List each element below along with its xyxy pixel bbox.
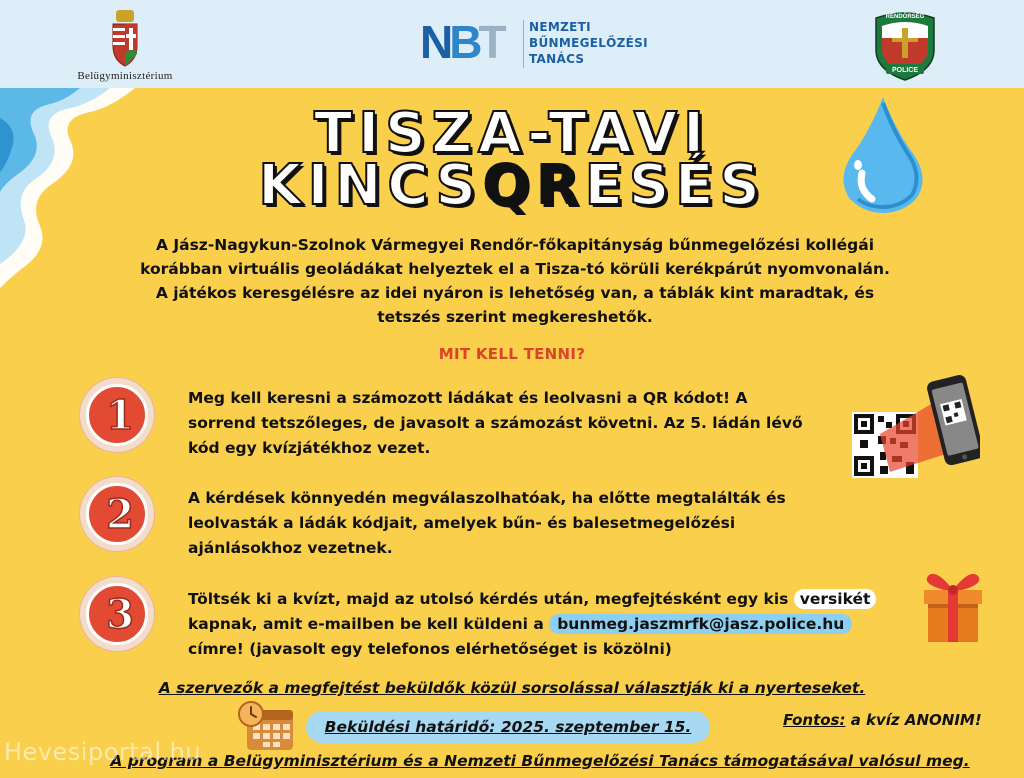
deadline-pill <box>306 711 710 743</box>
support-note: A program a Belügyminisztérium és a Nemzeti Bűnmegelőzési Tanács támogatásával valósul meg. <box>110 752 970 770</box>
nbt-line-3: TANÁCS <box>529 52 585 66</box>
organisers-note: A szervezők a megfejtést beküldők közül sorsolással választják ki a nyerteseket. <box>158 679 866 697</box>
calendar-clock-icon <box>237 700 297 752</box>
page-title <box>0 101 1024 218</box>
title-kincs: KINCS <box>258 153 482 218</box>
ministry-logo <box>60 8 190 84</box>
ministry-name: Belügyminisztérium <box>77 70 173 82</box>
nbt-logo <box>420 14 660 74</box>
step-3-text <box>188 587 908 662</box>
step-3-line-1-text: Töltsék ki a kvízt, majd az utolsó kérdés után, megfejtésként egy kis <box>188 590 794 608</box>
step-1-text <box>188 386 838 461</box>
important-label: Fontos: <box>783 711 846 729</box>
intro-line-4: tetszés szerint megkereshetők. <box>377 308 653 326</box>
step-3-badge <box>80 577 154 651</box>
step-1-number: 1 <box>106 392 134 439</box>
step-1-line-1: Meg kell keresni a számozott ládákat és leolvasni a QR kódot! A <box>188 389 748 407</box>
svg-text:POLICE: POLICE <box>891 67 919 74</box>
nbt-logo-mark: NBT <box>420 16 503 68</box>
qr-code-phone-icon <box>850 372 980 482</box>
intro-paragraph <box>115 233 915 329</box>
what-to-do-heading: MIT KELL TENNI? <box>438 345 586 363</box>
step-1-line-3: kód egy kvízjátékhoz vezet. <box>188 439 431 457</box>
gift-box-icon <box>918 568 988 644</box>
step-2-number: 2 <box>106 491 134 538</box>
nbt-divider <box>523 20 524 68</box>
title-eses: ESÉS <box>584 153 766 218</box>
nbt-line-1: NEMZETI <box>529 20 591 34</box>
step-3-number: 3 <box>106 591 134 638</box>
step-2-line-3: ajánlásokhoz vezetnek. <box>188 539 393 557</box>
police-badge-icon <box>872 10 938 82</box>
step-2-line-1: A kérdések könnyedén megválaszolhatóak, ha előtte megtalálták és <box>188 489 786 507</box>
title-qr: QR <box>481 153 585 218</box>
intro-line-3: A játékos keresgélésre az idei nyáron is lehetőség van, a táblák kint maradtak, és <box>155 284 875 302</box>
intro-line-1: A Jász-Nagykun-Szolnok Vármegyei Rendőr-főkapitányság bűnmegelőzési kollégái <box>155 236 875 254</box>
step-3-line-1 <box>188 587 908 612</box>
header-bar <box>0 0 1024 88</box>
important-text: a kvíz ANONIM! <box>845 711 982 729</box>
title-line-2 <box>0 153 1024 218</box>
nbt-logo-text <box>529 19 648 67</box>
nbt-line-2: BŰNMEGELŐZÉSI <box>529 36 648 50</box>
hungarian-coat-of-arms-icon <box>110 10 140 68</box>
step-3-line-2 <box>188 612 908 637</box>
versike-highlight: versikét <box>794 589 877 609</box>
important-note <box>783 711 982 729</box>
title-line-1: TISZA-TAVI <box>314 101 710 166</box>
deadline-text: Beküldési határidő: 2025. szeptember 15. <box>324 718 692 736</box>
step-2-badge <box>80 477 154 551</box>
svg-text:RENDŐRSÉG: RENDŐRSÉG <box>885 14 925 20</box>
step-3-line-2-text: kapnak, amit e-mailben be kell küldeni a <box>188 615 550 633</box>
watermark: Hevesiportal.hu <box>4 738 202 766</box>
intro-line-2: korábban virtuális geoládákat helyeztek el a Tisza-tó körüli kerékpárút nyomvonalán. <box>140 260 890 278</box>
step-2-line-2: leolvasták a ládák kódjait, amelyek bűn- és balesetmegelőzési <box>188 514 736 532</box>
step-3-line-3: címre! (javasolt egy telefonos elérhetőséget is közölni) <box>188 640 672 658</box>
step-1-badge <box>80 378 154 452</box>
email-address-link[interactable]: bunmeg.jaszmrfk@jasz.police.hu <box>549 614 852 634</box>
step-2-text <box>188 486 838 561</box>
step-1-line-2: sorrend tetszőleges, de javasolt a számozást követni. Az 5. ládán lévő <box>188 414 803 432</box>
